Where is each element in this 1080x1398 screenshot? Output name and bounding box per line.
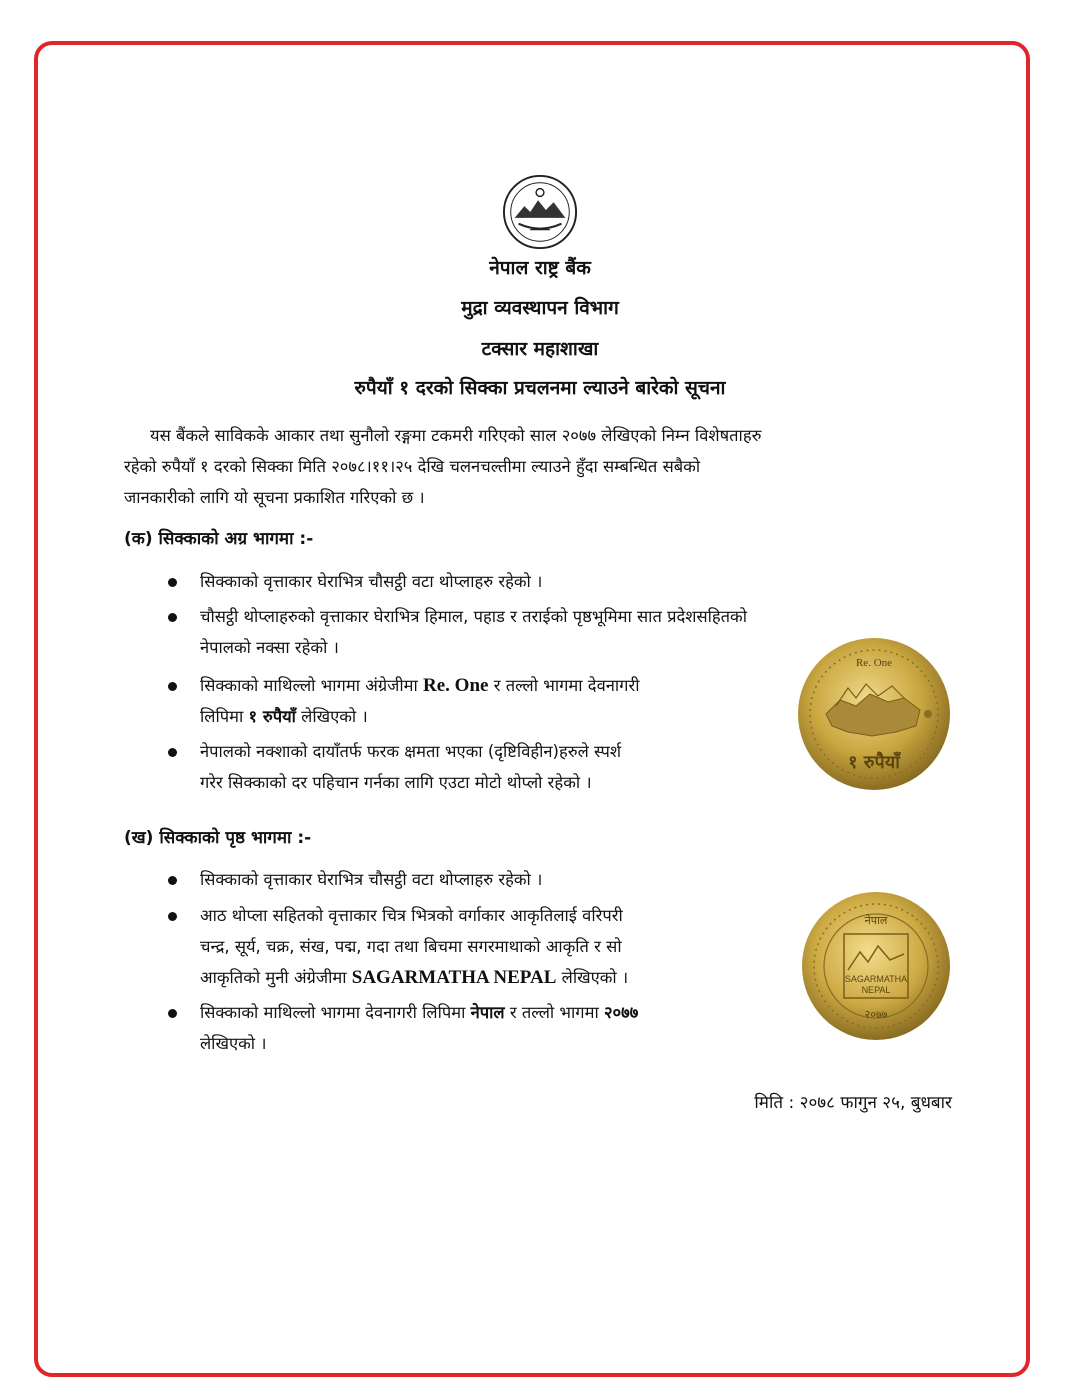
bullet-icon [168,578,177,587]
coin-front-top-text: Re. One [855,657,893,669]
intro-line: रहेको रुपैयाँ १ दरको सिक्का मिति २०७८।११।२५ देखि चलनचल्तीमा ल्याउने हुँदा सम्बन्धित सबैको [124,457,701,476]
list-item: सिक्काको वृत्ताकार घेराभित्र चौसट्ठी वटा थोप्लाहरु रहेको । [168,566,542,597]
coin-back-bottom-text: २०७७ [864,1008,888,1021]
intro-paragraph [124,420,954,513]
coin-back-mid-text-1: SAGARMATHA [844,974,908,984]
list-item: सिक्काको माथिल्लो भागमा अंग्रेजीमा Re. One र तल्लो भागमा देवनागरी लिपिमा १ रुपैयाँ लेखिएको । [168,670,640,732]
intro-line: जानकारीको लागि यो सूचना प्रकाशित गरिएको छ । [124,488,425,507]
front-section-title: (क) सिक्काको अग्र भागमा :- [124,529,314,549]
bullet-icon [168,613,177,622]
list-item: चौसट्ठी थोप्लाहरुको वृत्ताकार घेराभित्र हिमाल, पहाड र तराईको पृष्ठभूमिमा सात प्रदेशसहितको नेपालको नक्सा रहेको । [168,601,747,663]
coin-front-image [796,636,952,792]
bullet-icon [168,682,177,691]
department-name: मुद्रा व्यवस्थापन विभाग [461,297,619,319]
bullet-icon [168,748,177,757]
bullet-icon [168,1009,177,1018]
intro-line: यस बैंकले साविकके आकार तथा सुनौलो रङ्गमा टकमरी गरिएको साल २०७७ लेखिएको निम्न विशेषताहरु [150,426,762,445]
org-name: नेपाल राष्ट्र बैंक [489,257,591,279]
list-item: नेपालको नक्शाको दायाँतर्फ फरक क्षमता भएका (दृष्टिविहीन)हरुले स्पर्श गरेर सिक्काको दर पहिचान गर्नका लागि एउटा मोटो थोप्लो रहेको । [168,736,621,798]
coin-back-image [800,890,952,1042]
coin-back-top-text: नेपाल [864,914,888,927]
list-item: आठ थोप्ला सहितको वृत्ताकार चित्र भित्रको वर्गाकार आकृतिलाई वरिपरी चन्द्र, सूर्य, चक्र, संख, पद्म, गदा तथा बिचमा सगरमाथाको आकृति र सो आकृतिको मुनी अंग्रेजीमा SAGARMATHA NEPAL लेखिएको । [168,900,628,993]
bank-seal-logo [501,173,579,251]
bullet-icon [168,876,177,885]
list-item: सिक्काको माथिल्लो भागमा देवनागरी लिपिमा नेपाल र तल्लो भागमा २०७७ लेखिएको । [168,997,638,1059]
back-section-title: (ख) सिक्काको पृष्ठ भागमा :- [124,828,312,848]
coin-back-mid-text-2: NEPAL [861,985,891,995]
coin-front-bottom-text: १ रुपैयाँ [848,752,900,773]
notice-date: मिति : २०७८ फागुन २५, बुधबार [754,1093,952,1113]
list-item: सिक्काको वृत्ताकार घेराभित्र चौसट्ठी वटा थोप्लाहरु रहेको । [168,864,542,895]
notice-subject: रुपैयाँ १ दरको सिक्का प्रचलनमा ल्याउने बारेको सूचना [354,377,726,399]
division-name: टक्सार महाशाखा [481,338,599,360]
bullet-icon [168,912,177,921]
